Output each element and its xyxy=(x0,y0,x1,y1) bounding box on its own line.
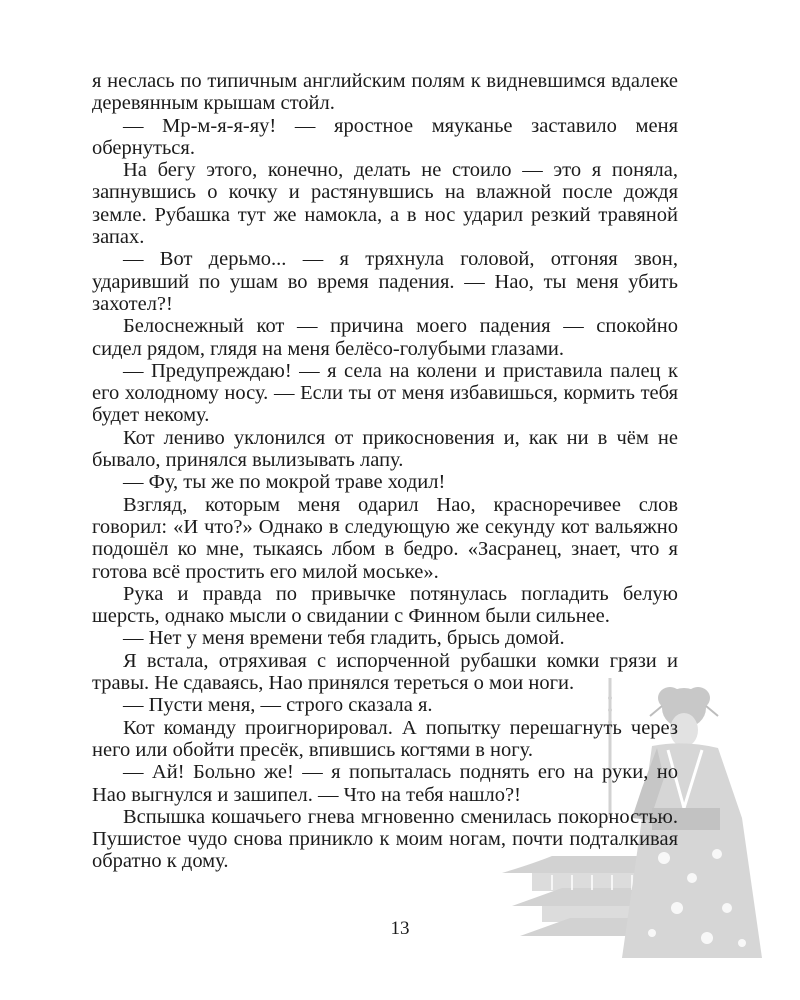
paragraph: Вспышка кошачьего гнева мгновенно сменилась покорностью. Пушистое чудо снова приникло к моим ногам, почти подталкивая обратно к дому. xyxy=(92,805,678,873)
paragraph: Кот лениво уклонился от прикосновения и, как ни в чём не бывало, принялся вылизывать лапу. xyxy=(92,426,678,472)
paragraph: — Нет у меня времени тебя гладить, брысь домой. xyxy=(123,627,565,650)
paragraph: На бегу этого, конечно, делать не стоило — это я поняла, запнувшись о кочку и растянувшись на влажной после дождя земле. Рубашка тут же намокла, а в нос ударил резкий травяной запах. xyxy=(92,159,678,249)
page-number: 13 xyxy=(390,918,410,939)
paragraph: Я встала, отряхивая с испорченной рубашки комки грязи и травы. Не сдаваясь, Нао принялся тереться о мои ноги. xyxy=(92,649,678,695)
paragraph: — Фу, ты же по мокрой траве ходил! xyxy=(123,471,446,494)
paragraph: — Вот дерьмо... — я тряхнула головой, отгоняя звон, ударивший по ушам во время падения. — Нао, ты меня убить захотел?! xyxy=(92,248,678,315)
paragraph: — Мр-м-я-я-яу! — яростное мяуканье заставило меня обернуться. xyxy=(92,114,678,159)
paragraph: — Пусти меня, — строго сказала я. xyxy=(123,694,433,717)
paragraph: Рука и правда по привычке потянулась погладить белую шерсть, однако мысли о свидании с Финном были сильнее. xyxy=(92,582,678,628)
paragraph: Белоснежный кот — причина моего падения — спокойно сидел рядом, глядя на меня белёсо-голубыми глазами. xyxy=(92,315,678,360)
paragraph: Кот команду проигнорировал. А попытку перешагнуть через него или обойти пресёк, впившись когтями в ногу. xyxy=(92,716,678,761)
paragraph: — Ай! Больно же! — я попыталась поднять его на руки, но Нао выгнулся и зашипел. — Что на тебя нашло?! xyxy=(92,761,678,806)
paragraph: — Предупреждаю! — я села на колени и приставила палец к его холодному носу. — Если ты от меня избавишься, кормить тебя будет некому. xyxy=(92,359,678,427)
body-text xyxy=(92,70,678,873)
paragraph: я неслась по типичным английским полям к видневшимся вдалеке деревянным крышам стойл. xyxy=(92,70,678,115)
paragraph: Взгляд, которым меня одарил Нао, красноречивее слов говорил: «И что?» Однако в следующую же секунду кот вальяжно подошёл ко мне, тыкаясь лбом в бедро. «Засранец, знает, что я готова всё простить его милой моське». xyxy=(92,493,678,583)
